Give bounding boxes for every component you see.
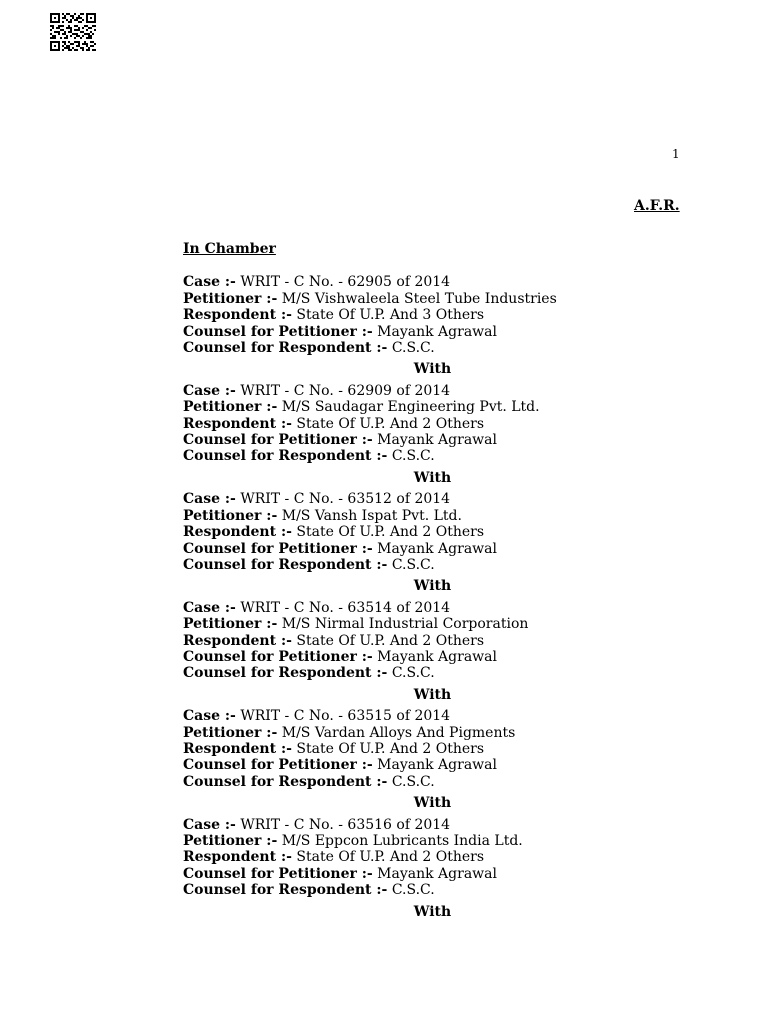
case-number-line: [183, 274, 683, 290]
respondent-name: State Of U.P. And 3 Others: [296, 307, 485, 324]
petitioner-line: [183, 725, 683, 741]
qr-code-icon: [50, 13, 96, 51]
case-number: WRIT - C No. - 63514 of 2014: [240, 599, 451, 616]
counsel-respondent-label: Counsel for Respondent :-: [183, 340, 388, 357]
with-label: With: [413, 469, 452, 486]
respondent-line: [183, 524, 683, 540]
case-number-line: [183, 817, 683, 833]
respondent-line: [183, 307, 683, 323]
counsel-petitioner-line: [183, 324, 683, 340]
with-label: With: [413, 578, 452, 595]
counsel-respondent-line: [183, 665, 683, 681]
counsel-petitioner-name: Mayank Agrawal: [377, 323, 497, 340]
case-block: [183, 708, 683, 790]
case-block: [183, 383, 683, 465]
petitioner-line: [183, 833, 683, 849]
case-number: WRIT - C No. - 62909 of 2014: [240, 382, 451, 399]
counsel-petitioner-line: [183, 649, 683, 665]
in-chamber-heading: In Chamber: [183, 241, 276, 257]
respondent-name: State Of U.P. And 2 Others: [296, 415, 485, 432]
counsel-respondent-name: C.S.C.: [391, 773, 435, 790]
counsel-respondent-name: C.S.C.: [391, 340, 435, 357]
petitioner-name: M/S Eppcon Lubricants India Ltd.: [281, 833, 523, 849]
with-separator: [183, 361, 683, 377]
case-label: Case :-: [183, 491, 236, 508]
petitioner-label: Petitioner :-: [183, 724, 278, 741]
petitioner-line: [183, 616, 683, 632]
case-number-line: [183, 491, 683, 507]
case-number-line: [183, 708, 683, 724]
case-number: WRIT - C No. - 63512 of 2014: [240, 491, 451, 508]
respondent-name: State Of U.P. And 2 Others: [296, 632, 485, 649]
with-label: With: [413, 795, 452, 812]
counsel-petitioner-label: Counsel for Petitioner :-: [183, 648, 373, 665]
petitioner-line: [183, 291, 683, 307]
counsel-respondent-line: [183, 774, 683, 790]
respondent-label: Respondent :-: [183, 849, 292, 866]
case-number: WRIT - C No. - 62905 of 2014: [240, 274, 451, 291]
with-label: With: [413, 686, 452, 703]
case-number-line: [183, 383, 683, 399]
with-label: With: [413, 903, 452, 920]
counsel-petitioner-label: Counsel for Petitioner :-: [183, 432, 373, 449]
petitioner-line: [183, 399, 683, 415]
with-separator: [183, 687, 683, 703]
petitioner-name: M/S Nirmal Industrial Corporation: [281, 616, 529, 633]
case-number-line: [183, 600, 683, 616]
case-block: [183, 600, 683, 682]
respondent-label: Respondent :-: [183, 632, 292, 649]
case-label: Case :-: [183, 599, 236, 616]
page-number: 1: [672, 147, 680, 161]
counsel-petitioner-line: [183, 866, 683, 882]
respondent-label: Respondent :-: [183, 740, 292, 757]
case-block: [183, 491, 683, 573]
counsel-respondent-name: C.S.C.: [391, 665, 435, 682]
petitioner-line: [183, 508, 683, 524]
respondent-line: [183, 416, 683, 432]
counsel-petitioner-line: [183, 757, 683, 773]
with-separator: [183, 795, 683, 811]
respondent-line: [183, 741, 683, 757]
respondent-label: Respondent :-: [183, 415, 292, 432]
respondent-line: [183, 633, 683, 649]
case-label: Case :-: [183, 274, 236, 291]
counsel-respondent-name: C.S.C.: [391, 448, 435, 465]
case-number: WRIT - C No. - 63515 of 2014: [240, 708, 451, 725]
counsel-petitioner-name: Mayank Agrawal: [377, 648, 497, 665]
counsel-respondent-line: [183, 557, 683, 573]
counsel-petitioner-name: Mayank Agrawal: [377, 432, 497, 449]
counsel-respondent-label: Counsel for Respondent :-: [183, 665, 388, 682]
counsel-respondent-line: [183, 448, 683, 464]
counsel-respondent-label: Counsel for Respondent :-: [183, 773, 388, 790]
petitioner-name: M/S Saudagar Engineering Pvt. Ltd.: [281, 399, 540, 416]
case-label: Case :-: [183, 382, 236, 399]
petitioner-label: Petitioner :-: [183, 290, 278, 307]
counsel-respondent-name: C.S.C.: [391, 882, 435, 899]
case-number: WRIT - C No. - 63516 of 2014: [240, 816, 451, 833]
petitioner-label: Petitioner :-: [183, 507, 278, 524]
counsel-petitioner-line: [183, 541, 683, 557]
counsel-respondent-label: Counsel for Respondent :-: [183, 448, 388, 465]
petitioner-label: Petitioner :-: [183, 833, 278, 849]
with-label: With: [413, 361, 452, 378]
petitioner-label: Petitioner :-: [183, 399, 278, 416]
counsel-petitioner-label: Counsel for Petitioner :-: [183, 865, 373, 882]
counsel-respondent-label: Counsel for Respondent :-: [183, 882, 388, 899]
case-block: [183, 274, 683, 356]
counsel-petitioner-label: Counsel for Petitioner :-: [183, 757, 373, 774]
counsel-respondent-name: C.S.C.: [391, 556, 435, 573]
counsel-respondent-label: Counsel for Respondent :-: [183, 556, 388, 573]
counsel-petitioner-name: Mayank Agrawal: [377, 757, 497, 774]
with-separator: [183, 904, 683, 920]
counsel-petitioner-name: Mayank Agrawal: [377, 540, 497, 557]
respondent-label: Respondent :-: [183, 307, 292, 324]
petitioner-name: M/S Vishwaleela Steel Tube Industries: [281, 290, 557, 307]
case-label: Case :-: [183, 708, 236, 725]
with-separator: [183, 470, 683, 486]
case-label: Case :-: [183, 816, 236, 833]
counsel-respondent-line: [183, 340, 683, 356]
petitioner-label: Petitioner :-: [183, 616, 278, 633]
counsel-petitioner-label: Counsel for Petitioner :-: [183, 540, 373, 557]
with-separator: [183, 578, 683, 594]
counsel-respondent-line: [183, 882, 683, 898]
afr-marker: A.F.R.: [634, 198, 680, 214]
respondent-line: [183, 849, 683, 865]
counsel-petitioner-label: Counsel for Petitioner :-: [183, 323, 373, 340]
petitioner-name: M/S Vansh Ispat Pvt. Ltd.: [281, 507, 462, 524]
cause-list: [183, 241, 683, 925]
respondent-label: Respondent :-: [183, 524, 292, 541]
counsel-petitioner-name: Mayank Agrawal: [377, 865, 497, 882]
petitioner-name: M/S Vardan Alloys And Pigments: [281, 724, 516, 741]
respondent-name: State Of U.P. And 2 Others: [296, 524, 485, 541]
case-block: [183, 817, 683, 899]
respondent-name: State Of U.P. And 2 Others: [296, 849, 485, 866]
respondent-name: State Of U.P. And 2 Others: [296, 740, 485, 757]
counsel-petitioner-line: [183, 432, 683, 448]
